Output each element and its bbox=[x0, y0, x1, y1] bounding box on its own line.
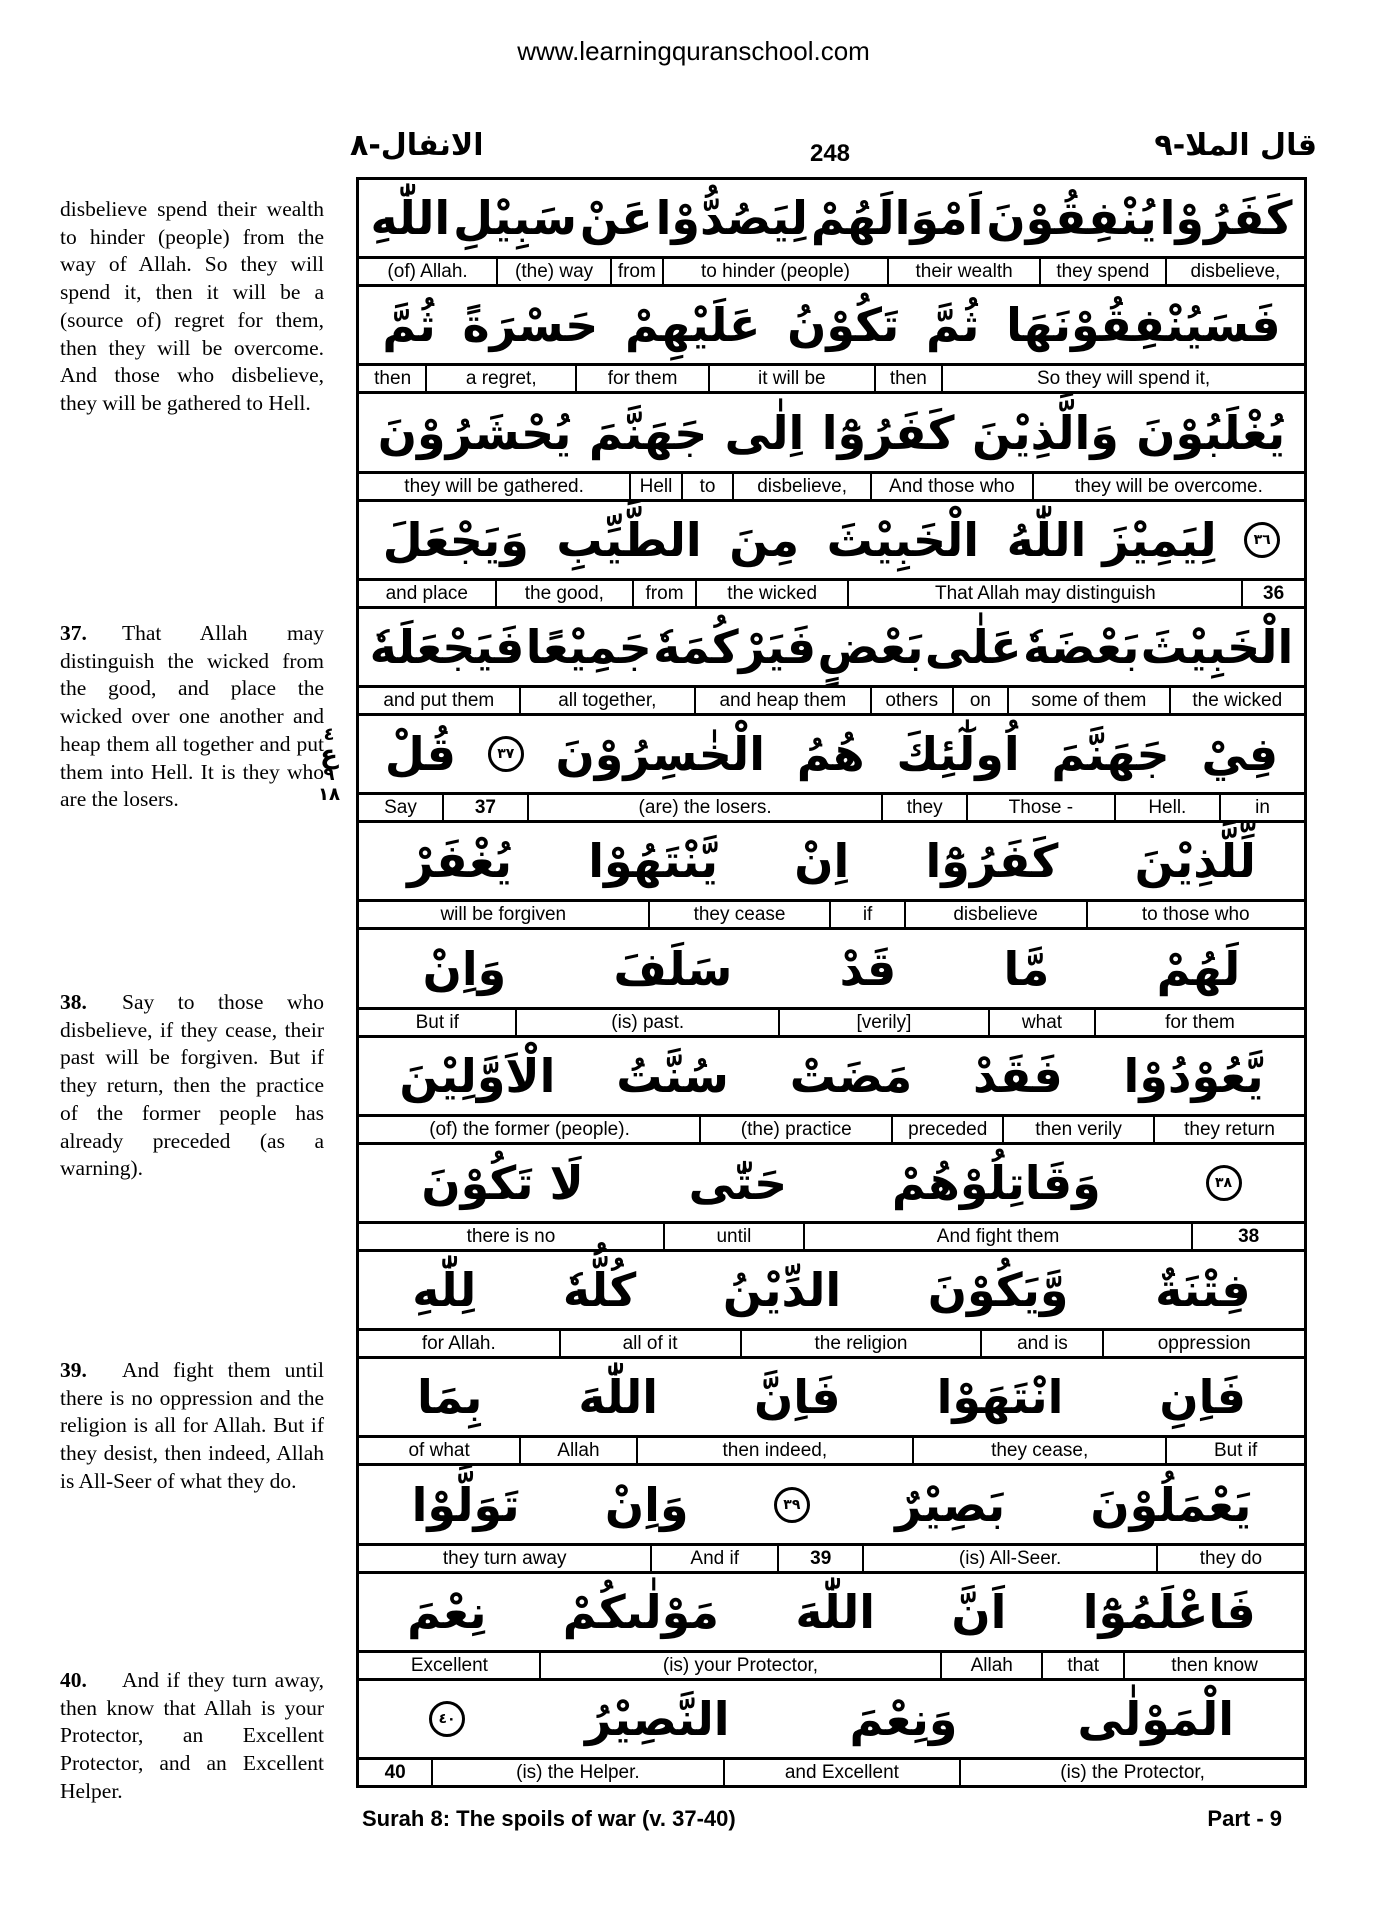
english-meaning-cell: in bbox=[1219, 795, 1304, 820]
arabic-word: وَنِعْمَ bbox=[849, 1691, 958, 1746]
arabic-word: الْخٰسِرُوْنَ bbox=[555, 727, 765, 782]
verse-row bbox=[359, 180, 1304, 287]
arabic-word: فَيَرْكُمَهٗ bbox=[653, 619, 817, 674]
footer-surah-title: Surah 8: The spoils of war (v. 37-40) bbox=[362, 1806, 736, 1831]
verse-number: 40. bbox=[60, 1668, 87, 1692]
arabic-word: عَلَيْهِمْ bbox=[624, 298, 761, 353]
arabic-row bbox=[359, 930, 1304, 1009]
arabic-row bbox=[359, 1252, 1304, 1331]
verse-row bbox=[359, 1574, 1304, 1681]
english-meaning-cell: for them bbox=[575, 366, 708, 391]
english-meaning-cell: and heap them bbox=[694, 688, 870, 713]
english-meaning-cell: some of them bbox=[1007, 688, 1169, 713]
arabic-word: حَتّٰى bbox=[688, 1155, 788, 1210]
english-meaning-cell: and Excellent bbox=[723, 1760, 960, 1785]
english-row bbox=[359, 366, 1304, 391]
arabic-row bbox=[359, 823, 1304, 902]
arabic-word: الطَّيِّبِ bbox=[556, 512, 702, 567]
arabic-word: بَعْضَهٗ bbox=[1022, 619, 1140, 674]
english-meaning-cell: [verily] bbox=[778, 1010, 988, 1035]
verse-number-cell: 36 bbox=[1241, 581, 1304, 606]
side-translation-38 bbox=[60, 989, 324, 1183]
arabic-word: كَفَرُوْا bbox=[1159, 191, 1293, 246]
english-meaning-cell: they cease, bbox=[912, 1438, 1165, 1463]
arabic-word: جَمِيْعًا bbox=[525, 619, 652, 674]
verse-number-cell: 40 bbox=[384, 1762, 406, 1784]
arabic-word: اللّٰهَ bbox=[795, 1584, 876, 1639]
verse-row bbox=[359, 1681, 1304, 1785]
arabic-word: يُغْفَرْ bbox=[407, 834, 513, 889]
verse-end-marker-icon: ٣٩ bbox=[774, 1487, 810, 1523]
arabic-row bbox=[359, 1681, 1304, 1760]
arabic-word: فَاعْلَمُوْٓا bbox=[1082, 1584, 1256, 1639]
arabic-word: فَقَدْ bbox=[972, 1048, 1063, 1103]
arabic-word: مَوْلٰىكُمْ bbox=[562, 1584, 719, 1639]
arabic-word: سُنَّتُ bbox=[616, 1048, 729, 1103]
english-meaning-cell: what bbox=[988, 1010, 1094, 1035]
english-meaning-cell: (the) way bbox=[496, 259, 610, 284]
english-meaning-cell: to hinder (people) bbox=[662, 259, 888, 284]
english-meaning-cell: Allah bbox=[940, 1653, 1041, 1678]
english-meaning-cell: That Allah may distinguish bbox=[847, 581, 1241, 606]
arabic-word: عَنْ bbox=[579, 191, 653, 246]
english-meaning-cell: disbelieve bbox=[904, 902, 1086, 927]
side-translation-39 bbox=[60, 1357, 324, 1496]
english-meaning-cell: that bbox=[1041, 1653, 1123, 1678]
verse-number: 37. bbox=[60, 621, 87, 645]
arabic-row bbox=[359, 1038, 1304, 1117]
page-number: 248 bbox=[809, 140, 851, 167]
arabic-word: وَاِنْ bbox=[604, 1477, 689, 1532]
english-meaning-cell: Allah bbox=[519, 1438, 635, 1463]
side-translation-text: And fight them until there is no oppression and the religion is all for Allah. But if they desist, then indeed, Allah is All-Seer of what they do. bbox=[60, 1358, 324, 1493]
verse-row bbox=[359, 1252, 1304, 1359]
english-row bbox=[359, 795, 1304, 820]
english-meaning-cell: it will be bbox=[708, 366, 874, 391]
arabic-word: الْخَبِيْثَ bbox=[1140, 619, 1294, 674]
arabic-word: يَّنْتَهُوْا bbox=[588, 834, 719, 889]
english-row bbox=[359, 581, 1304, 606]
english-row bbox=[359, 1331, 1304, 1356]
header-surah-name: الانفال-٨ bbox=[350, 128, 484, 163]
english-row bbox=[359, 902, 1304, 927]
verse-row bbox=[359, 502, 1304, 609]
english-meaning-cell: (is) the Protector, bbox=[959, 1760, 1304, 1785]
verse-number-cell: 38 bbox=[1191, 1224, 1304, 1249]
english-meaning-cell: they bbox=[881, 795, 966, 820]
english-meaning-cell: to those who bbox=[1086, 902, 1304, 927]
arabic-word: اِلٰى bbox=[724, 405, 805, 460]
english-meaning-cell: there is no bbox=[466, 1226, 556, 1248]
verse-row bbox=[359, 609, 1304, 716]
english-meaning-cell: Hell bbox=[629, 474, 681, 499]
arabic-word: اللّٰهِ bbox=[370, 191, 451, 246]
arabic-word: عَلٰى bbox=[924, 619, 1022, 674]
english-meaning-cell: others bbox=[870, 688, 952, 713]
english-row bbox=[359, 259, 1304, 284]
english-meaning-cell: And those who bbox=[870, 474, 1032, 499]
verse-row bbox=[359, 823, 1304, 930]
english-meaning-cell: And if bbox=[650, 1546, 777, 1571]
arabic-word: بَصِيْرٌ bbox=[895, 1477, 1006, 1532]
english-meaning-cell: for Allah. bbox=[421, 1333, 496, 1355]
arabic-word: وَيَجْعَلَ bbox=[382, 512, 529, 567]
arabic-word: يَعْمَلُوْنَ bbox=[1090, 1477, 1252, 1532]
english-meaning-cell: from bbox=[632, 581, 695, 606]
english-meaning-cell: if bbox=[829, 902, 903, 927]
arabic-word: ثُمَّ bbox=[382, 298, 436, 353]
side-translation-text: Say to those who disbelieve, if they cease, their past will be forgiven. But if they return, then the practice of the former people has already preceded (as a warning). bbox=[60, 990, 324, 1181]
arabic-word: اِنْ bbox=[794, 834, 850, 889]
english-meaning-cell: (the) practice bbox=[699, 1117, 891, 1142]
english-meaning-cell: they return bbox=[1153, 1117, 1304, 1142]
ruku-symbol: ع bbox=[320, 740, 338, 770]
verse-end-marker-icon: ٤٠ bbox=[429, 1701, 465, 1737]
english-meaning-cell: all of it bbox=[559, 1331, 740, 1356]
english-meaning-cell: and place bbox=[385, 582, 468, 604]
english-row bbox=[359, 474, 1304, 499]
arabic-word: لِيَمِيْزَ اللّٰهُ bbox=[1006, 512, 1217, 567]
english-row bbox=[359, 1546, 1304, 1571]
english-meaning-cell: the religion bbox=[740, 1331, 981, 1356]
arabic-word: كَفَرُوْٓا bbox=[821, 405, 955, 460]
english-meaning-cell: (is) your Protector, bbox=[539, 1653, 940, 1678]
english-meaning-cell: then bbox=[374, 368, 412, 390]
english-meaning-cell: their wealth bbox=[887, 259, 1038, 284]
verse-end-marker-icon: ٣٦ bbox=[1244, 522, 1280, 558]
arabic-word: وَّيَكُوْنَ bbox=[927, 1263, 1069, 1318]
arabic-row bbox=[359, 180, 1304, 259]
english-meaning-cell: Say bbox=[384, 797, 417, 819]
ruku-mid-number: ٩ bbox=[323, 764, 335, 785]
english-meaning-cell: a regret, bbox=[425, 366, 575, 391]
side-translation-text: disbelieve spend their wealth to hinder (people) from the way of Allah. So they will spend it, then it will be a (source of) regret for them, then they will be overcome. And those who disbelieve, they will be gathered to Hell. bbox=[60, 197, 324, 415]
english-meaning-cell: disbelieve, bbox=[1165, 259, 1304, 284]
side-translation-continued bbox=[60, 196, 324, 418]
english-meaning-cell: But if bbox=[415, 1011, 459, 1033]
arabic-row bbox=[359, 394, 1304, 473]
arabic-word: اُولٰٓئِكَ bbox=[896, 727, 1020, 782]
english-meaning-cell: of what bbox=[408, 1440, 470, 1462]
english-meaning-cell: Those - bbox=[966, 795, 1113, 820]
arabic-word: فِتْنَةٌ bbox=[1155, 1263, 1251, 1318]
arabic-word: اللّٰهَ bbox=[578, 1370, 659, 1425]
english-meaning-cell: they spend bbox=[1039, 259, 1165, 284]
arabic-word: قُلْ bbox=[384, 727, 457, 782]
english-meaning-cell: the wicked bbox=[695, 581, 848, 606]
english-meaning-cell: (is) the Helper. bbox=[431, 1760, 722, 1785]
arabic-word: يَّعُوْدُوْا bbox=[1123, 1048, 1264, 1103]
english-meaning-cell: then bbox=[874, 366, 941, 391]
english-row bbox=[359, 1117, 1304, 1142]
arabic-word: تَكُوْنُ bbox=[787, 298, 900, 353]
english-meaning-cell: they turn away bbox=[442, 1547, 567, 1569]
arabic-word: هُمُ bbox=[796, 727, 865, 782]
arabic-word: حَسْرَةً bbox=[462, 298, 599, 353]
english-meaning-cell: (are) the losers. bbox=[527, 795, 881, 820]
english-row bbox=[359, 1653, 1304, 1678]
english-row bbox=[359, 1760, 1304, 1785]
english-meaning-cell: all together, bbox=[519, 688, 695, 713]
arabic-word: اَنَّ bbox=[951, 1584, 1007, 1639]
verse-row bbox=[359, 287, 1304, 394]
verse-number-cell: 37 bbox=[442, 795, 527, 820]
english-meaning-cell: then indeed, bbox=[636, 1438, 913, 1463]
verse-row bbox=[359, 1038, 1304, 1145]
arabic-word: سَلَفَ bbox=[613, 941, 733, 996]
arabic-word: بِمَا bbox=[416, 1370, 483, 1425]
english-meaning-cell: they will be overcome. bbox=[1032, 474, 1304, 499]
verse-row bbox=[359, 930, 1304, 1037]
arabic-word: الْخَبِيْثَ bbox=[826, 512, 980, 567]
ruku-top-number: ٤ bbox=[323, 724, 335, 745]
english-meaning-cell: oppression bbox=[1102, 1331, 1304, 1356]
verse-row bbox=[359, 1466, 1304, 1573]
side-translation-40 bbox=[60, 1667, 324, 1806]
english-meaning-cell: (of) Allah. bbox=[387, 261, 468, 283]
arabic-word: لِلّٰهِ bbox=[412, 1263, 477, 1318]
english-row bbox=[359, 688, 1304, 713]
verse-end-marker-icon: ٣٧ bbox=[488, 736, 524, 772]
arabic-word: مَّا bbox=[1003, 941, 1050, 996]
side-translation-text: That Allah may distinguish the wicked from the good, and place the wicked over one another and heap them all together and put them into Hell. It is they who are the losers. bbox=[60, 621, 324, 812]
arabic-word: لِّلَّذِيْنَ bbox=[1134, 834, 1256, 889]
arabic-word: وَاِنْ bbox=[422, 941, 507, 996]
english-row bbox=[359, 1438, 1304, 1463]
side-translation-text: And if they turn away, then know that Allah is your Protector, an Excellent Protector, and an Excellent Helper. bbox=[60, 1668, 324, 1803]
arabic-row bbox=[359, 1574, 1304, 1653]
arabic-word: لَهُمْ bbox=[1156, 941, 1241, 996]
word-by-word-table bbox=[356, 177, 1307, 1788]
arabic-word: مِنَ bbox=[729, 512, 800, 567]
english-meaning-cell: for them bbox=[1094, 1010, 1304, 1035]
english-meaning-cell: preceded bbox=[891, 1117, 1002, 1142]
verse-end-marker-icon: ٣٨ bbox=[1206, 1165, 1242, 1201]
arabic-word: يُنْفِقُوْنَ bbox=[986, 191, 1157, 246]
english-row bbox=[359, 1010, 1304, 1035]
english-meaning-cell: disbelieve, bbox=[732, 474, 870, 499]
arabic-word: يُغْلَبُوْنَ bbox=[1136, 405, 1286, 460]
side-translation-37 bbox=[60, 620, 324, 814]
english-meaning-cell: But if bbox=[1165, 1438, 1304, 1463]
arabic-word: تَوَلَّوْا bbox=[411, 1477, 520, 1532]
arabic-word: لَا تَكُوْنَ bbox=[421, 1155, 584, 1210]
verse-number: 38. bbox=[60, 990, 87, 1014]
footer-part: Part - 9 bbox=[1207, 1806, 1282, 1831]
arabic-word: فَاِنَّ bbox=[753, 1370, 841, 1425]
arabic-word: كَفَرُوْٓا bbox=[925, 834, 1059, 889]
english-row bbox=[359, 1224, 1304, 1249]
arabic-word: فَسَيُنْفِقُوْنَهَا bbox=[1006, 298, 1281, 353]
arabic-word: قَدْ bbox=[839, 941, 897, 996]
english-meaning-cell: (of) the former (people). bbox=[429, 1118, 630, 1140]
arabic-word: الْمَوْلٰى bbox=[1077, 1691, 1234, 1746]
arabic-row bbox=[359, 1359, 1304, 1438]
english-meaning-cell: until bbox=[663, 1224, 803, 1249]
english-meaning-cell: then verily bbox=[1002, 1117, 1153, 1142]
english-meaning-cell: (is) All-Seer. bbox=[862, 1546, 1155, 1571]
arabic-word: يُحْشَرُوْنَ bbox=[377, 405, 572, 460]
arabic-word: سَبِيْلِ bbox=[453, 191, 577, 246]
english-meaning-cell: the good, bbox=[495, 581, 633, 606]
arabic-row bbox=[359, 1145, 1304, 1224]
arabic-word: كُلُّهٗ bbox=[562, 1263, 637, 1318]
english-meaning-cell: then know bbox=[1123, 1653, 1304, 1678]
arabic-word: نِعْمَ bbox=[407, 1584, 487, 1639]
english-meaning-cell: and is bbox=[980, 1331, 1102, 1356]
arabic-row bbox=[359, 716, 1304, 795]
verse-row bbox=[359, 716, 1304, 823]
english-meaning-cell: to bbox=[681, 474, 733, 499]
arabic-word: وَقَاتِلُوْهُمْ bbox=[891, 1155, 1101, 1210]
english-meaning-cell: the wicked bbox=[1169, 688, 1304, 713]
verse-number-cell: 39 bbox=[777, 1546, 862, 1571]
english-meaning-cell: Excellent bbox=[410, 1654, 488, 1676]
verse-row bbox=[359, 1145, 1304, 1252]
verse-number: 39. bbox=[60, 1358, 87, 1382]
verse-row bbox=[359, 1359, 1304, 1466]
arabic-row bbox=[359, 502, 1304, 581]
english-meaning-cell: from bbox=[610, 259, 661, 284]
english-meaning-cell: So they will spend it, bbox=[941, 366, 1304, 391]
verse-row bbox=[359, 394, 1304, 501]
english-meaning-cell: they will be gathered. bbox=[404, 475, 584, 497]
arabic-word: اَمْوَالَهُمْ bbox=[810, 191, 984, 246]
arabic-word: ثُمَّ bbox=[926, 298, 980, 353]
english-meaning-cell: And fight them bbox=[803, 1224, 1191, 1249]
english-meaning-cell: and put them bbox=[383, 690, 495, 712]
arabic-word: لِيَصُدُّوْا bbox=[655, 191, 808, 246]
arabic-word: جَهَنَّمَ bbox=[588, 405, 708, 460]
arabic-row bbox=[359, 287, 1304, 366]
arabic-word: فِيْ bbox=[1201, 727, 1279, 782]
english-meaning-cell: will be forgiven bbox=[440, 904, 567, 926]
arabic-word: الدِّيْنُ bbox=[722, 1263, 842, 1318]
arabic-word: وَالَّذِيْنَ bbox=[971, 405, 1119, 460]
ruku-marker-icon bbox=[318, 725, 340, 805]
arabic-word: فَيَجْعَلَهٗ bbox=[369, 619, 525, 674]
arabic-word: النَّصِيْرُ bbox=[585, 1691, 730, 1746]
header-part-name: قال الملا-٩ bbox=[1154, 128, 1317, 163]
arabic-word: جَهَنَّمَ bbox=[1051, 727, 1170, 782]
site-url: www.learningquranschool.com bbox=[517, 36, 870, 66]
english-meaning-cell: on bbox=[952, 688, 1007, 713]
english-meaning-cell: they cease bbox=[648, 902, 830, 927]
english-meaning-cell: they do bbox=[1156, 1546, 1304, 1571]
arabic-word: انْتَهَوْا bbox=[936, 1370, 1064, 1425]
arabic-row bbox=[359, 609, 1304, 688]
arabic-word: بَعْضٍ bbox=[817, 619, 924, 674]
english-meaning-cell: Hell. bbox=[1114, 795, 1219, 820]
english-meaning-cell: (is) past. bbox=[515, 1010, 777, 1035]
arabic-row bbox=[359, 1466, 1304, 1545]
arabic-word: الْاَوَّلِيْنَ bbox=[399, 1048, 556, 1103]
arabic-word: مَضَتْ bbox=[789, 1048, 913, 1103]
arabic-word: فَاِنِ bbox=[1159, 1370, 1246, 1425]
ruku-bottom-number: ١٨ bbox=[318, 784, 340, 805]
